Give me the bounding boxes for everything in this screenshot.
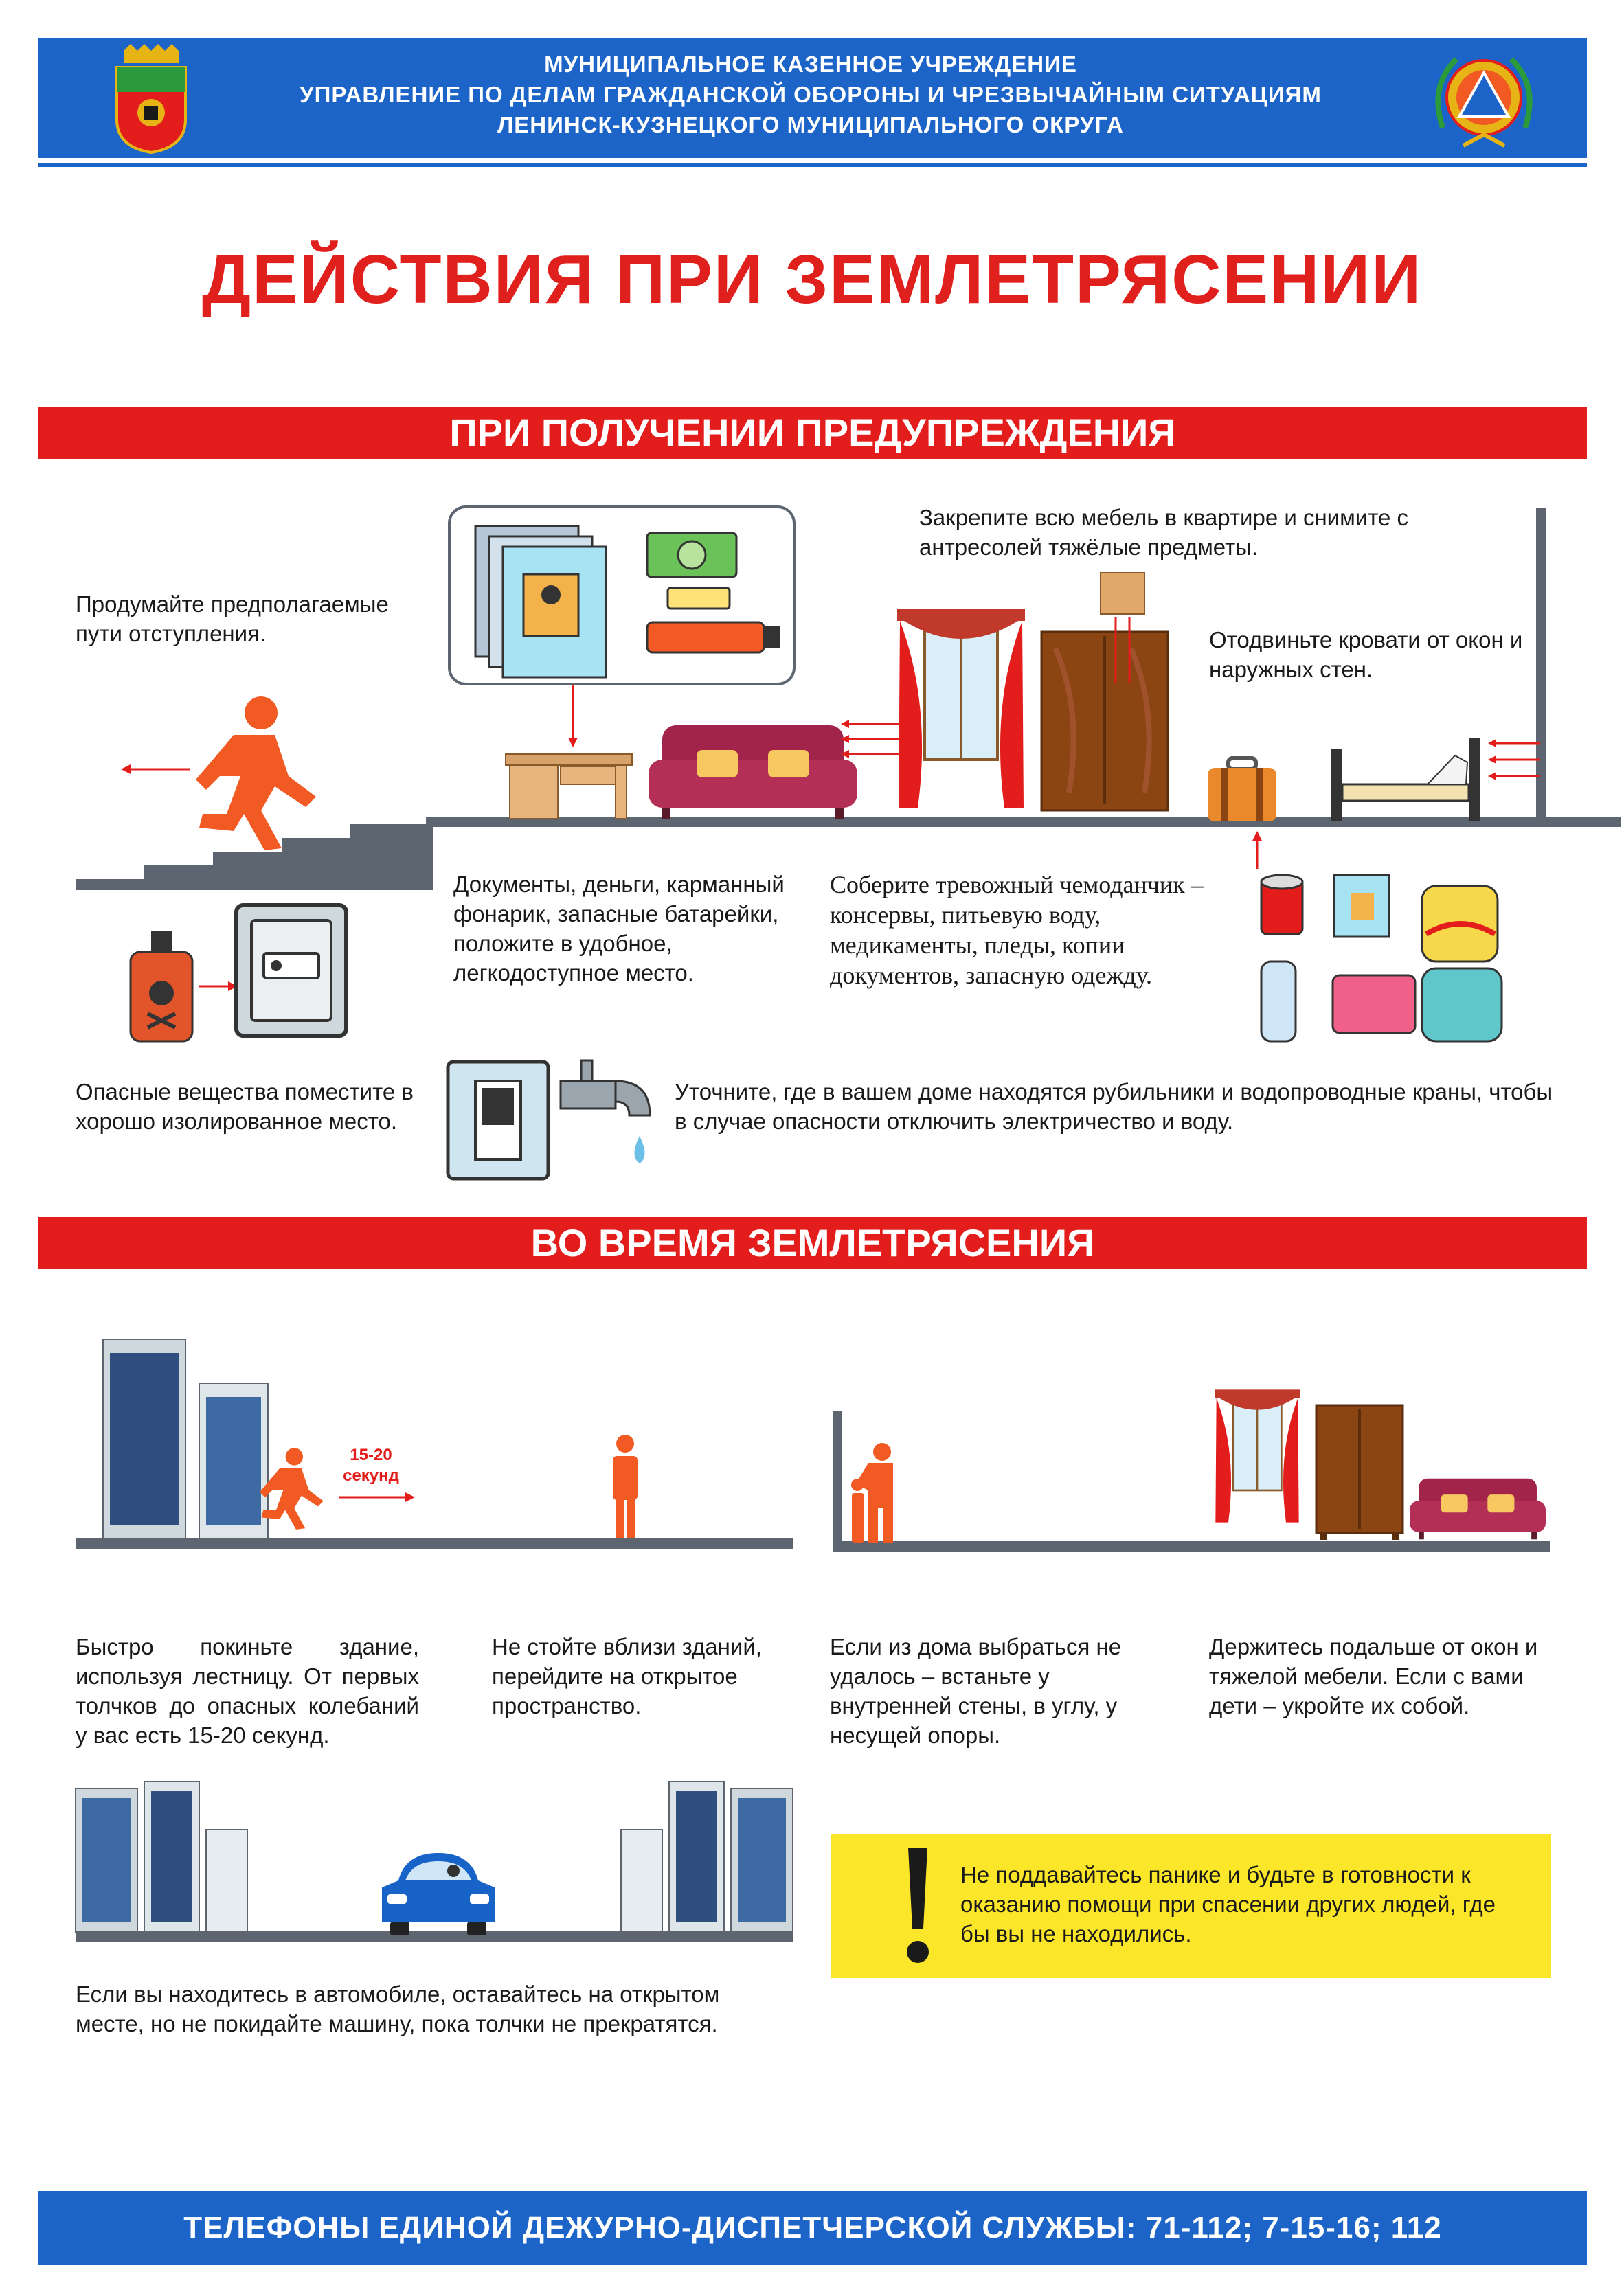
running-person-icon [185,694,323,852]
safe-icon [236,905,346,1036]
car-icon [378,1850,499,1935]
poison-to-safe-arrow [199,979,238,993]
suitcase-icon [1208,758,1276,821]
exclamation-icon [905,1848,930,1966]
emergency-ministry-emblem-icon [1429,45,1539,152]
inner-wall-text: Если из дома выбраться не удалось – встаньте у внутренней стены, в углу, у несущей опоры. [830,1634,1122,1748]
open-space-text: Не стойте вблизи зданий, перейдите на открытое пространство. [492,1634,762,1718]
secure-furniture-text: Закрепите всю мебель в квартире и снимите с антресолей тяжёлые предметы. [919,505,1408,560]
standing-person-icon [609,1434,642,1538]
city-coat-of-arms-icon [110,44,192,154]
bubble-pointer-arrow [566,685,580,747]
header-divider [38,163,1587,167]
poison-bottle-icon [131,931,192,1041]
alarm-suitcase-text: Соберите тревожный чемоданчик – консервы, питьевую воду, медикаменты, пледы, копии документов, запасную одежду. [830,871,1204,989]
in-car-text: Если вы находитесь в автомобиле, оставайтесь на открытом месте, но не покидайте машину, пока толчки не прекратятся. [76,1981,720,2036]
electric-switch-icon [447,1060,550,1180]
page-title: ДЕЙСТВИЯ ПРИ ЗЕМЛЕТРЯСЕНИИ [201,241,1423,318]
wardrobe-small-icon [1316,1405,1403,1540]
away-from-windows-text: Держитесь подальше от окон и тяжелой мебели. Если с вами дети – укройте их собой. [1209,1634,1538,1718]
sofa-icon [649,725,857,819]
header-text [206,49,1415,140]
desk-icon [506,754,632,819]
sofa-small-icon [1410,1478,1546,1540]
footer-phones: ТЕЛЕФОНЫ ЕДИНОЙ ДЕЖУРНО-ДИСПЕТЧЕРСКОЙ СЛУЖБЫ: 71-112; 7-15-16; 112 [38,2191,1587,2265]
water-tap-icon [561,1060,657,1177]
window-curtains-icon [897,609,1025,808]
escape-routes-text: Продумайте предполагаемые пути отступления. [76,591,389,646]
bed-icon [1331,735,1491,821]
hazardous-substances-text: Опасные вещества поместите в хорошо изолированное место. [76,1079,414,1134]
header-line-1: МУНИЦИПАЛЬНОЕ КАЗЕННОЕ УЧРЕЖДЕНИЕ [544,52,1077,77]
wardrobe-icon [1041,573,1168,816]
section-heading-warning: ПРИ ПОЛУЧЕНИИ ПРЕДУПРЕЖДЕНИЯ [38,407,1587,459]
running-person-exit-icon [254,1438,327,1538]
buildings-exit-illustration [76,1339,793,1549]
adult-protecting-child-icon [848,1442,900,1543]
header-line-3: ЛЕНИНСК-КУЗНЕЦКОГО МУНИЦИПАЛЬНОГО ОКРУГА [497,112,1124,137]
window-curtains-small-icon [1215,1387,1300,1525]
push-arrows-sofa [841,718,905,760]
documents-money-bubble-icon [448,505,796,685]
timer-arrow-icon [339,1490,415,1504]
exit-arrow-left-icon [121,762,190,776]
utilities-text: Уточните, где в вашем доме находятся рубильники и водопроводные краны, чтобы в случае опасности отключить электричество и воду. [675,1079,1553,1134]
leave-building-text: Быстро покиньте здание, используя лестницу. От первых толчков до опасных колебаний у вас есть 15-20 секунд. [76,1634,419,1748]
move-beds-text: Отодвиньте кровати от окон и наружных стен. [1209,627,1523,682]
suitcase-pointer-arrow [1250,831,1264,869]
warning-text: Не поддавайтесь панике и будьте в готовности к оказанию помощи при спасении других людей, где бы вы не находились. [960,1862,1496,1946]
section-heading-during: ВО ВРЕМЯ ЗЕМЛЕТРЯСЕНИЯ [38,1217,1587,1269]
emergency-kit-icon [1261,872,1506,1044]
header-line-2: УПРАВЛЕНИЕ ПО ДЕЛАМ ГРАЖДАНСКОЙ ОБОРОНЫ И ЧРЕЗВЫЧАЙНЫМ СИТУАЦИЯМ [300,82,1322,107]
documents-text: Документы, деньги, карманный фонарик, запасные батарейки, положите в удобное, легкодоступное место. [453,872,785,986]
timer-label: 15-20 секунд [343,1446,399,1485]
push-arrows-bed [1488,738,1540,782]
